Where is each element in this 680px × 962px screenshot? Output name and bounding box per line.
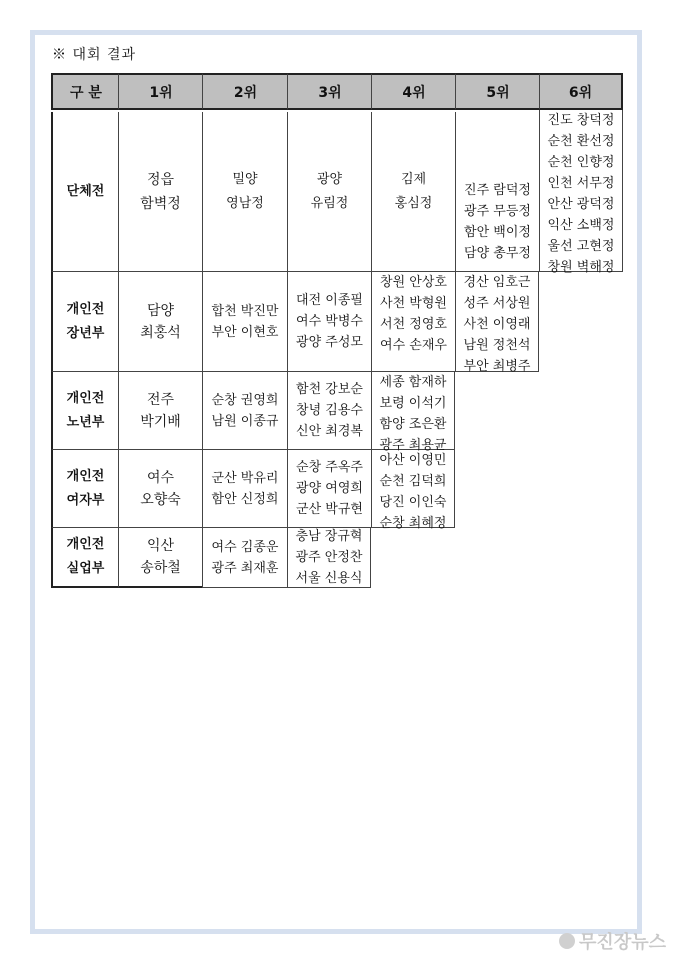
name-entry: 서천 정영호 [380,317,447,332]
result-cell-rank-3 [287,372,371,450]
name-entry: 여수 김종운 [211,539,279,555]
watermark-text: 무진장뉴스 [579,932,666,953]
category-label: 장년부 [66,325,105,341]
column-header-6: 6위 [539,73,623,110]
name-entry: 광주 안정찬 [295,550,363,565]
name-entry: 함안 신정희 [211,491,279,507]
name-entry: 진도 창덕정 [547,113,615,128]
name-entry: 여수 박병수 [296,314,363,329]
name-entry: 정읍 [146,171,175,188]
category-label: 개인전 [66,468,105,484]
category-label: 개인전 [66,301,105,317]
name-entry: 성주 서상원 [463,296,531,311]
name-entry: 영남정 [226,195,264,211]
name-entry: 울선 고현정 [547,239,615,254]
name-entry: 박기배 [140,413,181,430]
name-entry: 아산 이영민 [379,453,447,468]
row-category [51,450,118,528]
name-entry: 여수 [146,469,175,486]
result-cell-rank-4 [371,272,455,372]
name-entry: 남원 이종규 [211,413,279,429]
name-entry: 보령 이석기 [379,396,447,411]
name-entry: 익산 [146,538,175,554]
result-cell-rank-4 [371,450,455,531]
result-cell-rank-3 [287,112,371,272]
name-entry: 밀양 [232,171,258,187]
result-cell-rank-2 [202,528,287,588]
name-entry: 광주 무등정 [464,204,531,219]
name-entry: 군산 박유리 [211,470,279,486]
row-category [51,372,118,450]
name-entry: 광주 최용균 [379,438,447,453]
name-entry: 충남 장규혁 [295,529,363,544]
result-cell-rank-2 [202,272,287,372]
result-cell-rank-3 [287,528,371,588]
name-entry: 창녕 김용수 [296,403,363,418]
name-entry: 김제 [400,171,427,187]
result-cell-rank-6 [539,110,623,275]
name-entry: 송하철 [140,560,181,576]
name-entry: 광양 [316,171,343,187]
name-entry: 광양 여영희 [296,481,363,496]
column-header-3: 3위 [287,73,372,110]
row-category [51,528,118,588]
name-entry: 함안 백이정 [464,225,531,240]
name-entry: 함벽정 [140,195,181,212]
result-cell-rank-5 [455,112,539,272]
result-cell-rank-3 [287,450,371,528]
result-cell-rank-2 [202,112,287,272]
column-header-0: 구 분 [51,73,119,110]
name-entry: 경산 임호근 [463,275,531,290]
category-label: 실업부 [66,561,105,576]
result-cell-rank-2 [202,450,287,528]
name-entry: 순천 김덕희 [379,474,447,489]
result-cell-rank-1 [118,450,202,528]
category-label: 개인전 [66,537,105,552]
name-entry: 함양 조은환 [379,417,447,432]
name-entry: 함천 강보순 [296,382,363,397]
column-header-4: 4위 [371,73,456,110]
row-category [51,112,118,272]
result-cell-rank-1 [118,528,202,588]
name-entry: 남원 정천석 [463,338,531,353]
name-entry: 창원 안상호 [380,275,447,290]
name-entry: 순창 권영희 [211,392,279,408]
name-entry: 유림정 [310,195,349,211]
name-entry: 진주 람덕정 [464,183,531,198]
results-heading: ※ 대회 결과 [52,47,136,63]
name-entry: 광양 주성모 [296,335,363,350]
watermark [559,928,666,954]
name-entry: 순천 환선정 [547,134,615,149]
row-category [51,272,118,372]
name-entry: 안산 광덕정 [547,197,615,212]
name-entry: 군산 박규현 [296,502,363,517]
name-entry: 최홍석 [140,324,181,341]
name-entry: 인천 서무정 [547,176,615,191]
name-entry: 광주 최재훈 [211,560,279,576]
category-label: 여자부 [66,492,105,508]
column-header-1: 1위 [118,73,203,110]
result-cell-rank-3 [287,272,371,372]
name-entry: 부안 최병주 [463,359,531,374]
result-cell-rank-1 [118,372,202,450]
name-entry: 당진 이인숙 [379,495,447,510]
name-entry: 세종 함재하 [379,375,447,390]
name-entry: 오향숙 [140,491,181,508]
name-entry: 순창 최혜정 [379,516,447,531]
name-entry: 합천 박진만 [211,303,279,319]
result-cell-rank-1 [118,272,202,372]
result-cell-rank-4 [371,372,455,453]
name-entry: 사천 박형원 [380,296,447,311]
name-entry: 서울 신용식 [295,571,363,586]
result-cell-rank-4 [371,112,455,272]
column-header-5: 5위 [455,73,540,110]
name-entry: 순천 인향정 [547,155,615,170]
result-cell-rank-1 [118,112,202,272]
watermark-logo-icon [559,933,575,949]
category-label: 노년부 [66,414,105,430]
name-entry: 여수 손재우 [380,338,447,353]
name-entry: 순창 주옥주 [296,460,363,475]
name-entry: 홍심정 [394,195,433,211]
name-entry: 사천 이영래 [463,317,531,332]
column-header-2: 2위 [202,73,288,110]
name-entry: 담양 [146,302,175,319]
category-label: 개인전 [66,390,105,406]
name-entry: 담양 총무정 [464,246,531,261]
name-entry: 전주 [146,391,175,408]
name-entry: 신안 최경복 [296,424,363,439]
name-entry: 대전 이종필 [296,293,363,308]
category-label: 단체전 [66,183,105,199]
name-entry: 창원 벽해정 [547,260,615,275]
result-cell-rank-5 [455,272,539,372]
result-cell-rank-2 [202,372,287,450]
name-entry: 익산 소백정 [547,218,615,233]
name-entry: 부안 이현호 [211,324,279,340]
